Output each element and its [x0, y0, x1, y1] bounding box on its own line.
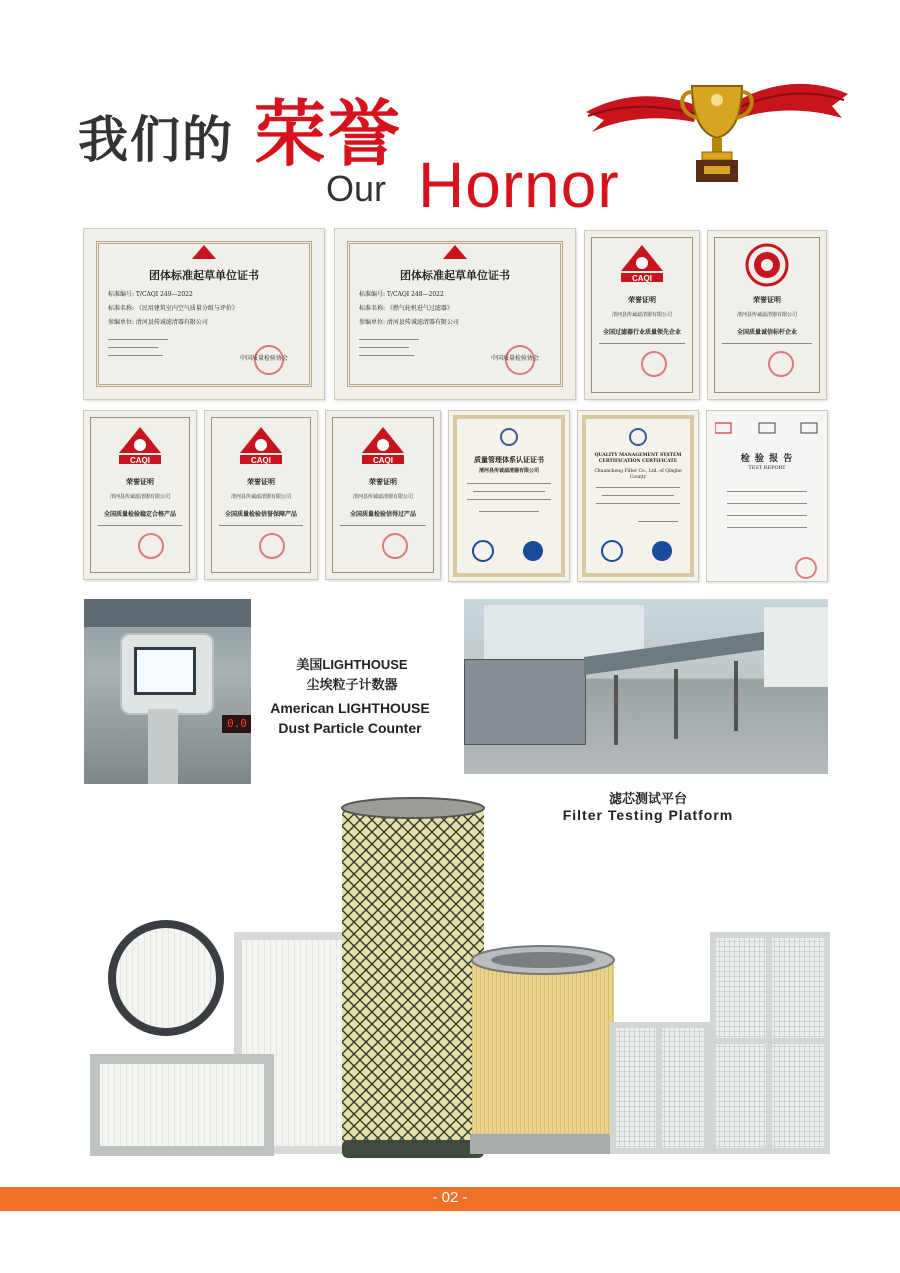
cert3-seal: [641, 351, 667, 377]
cert-emblem-icon: [499, 427, 519, 447]
lighthouse-caption-cn2: 尘埃粒子计数器: [306, 677, 398, 692]
cert3-heading: 荣誉证明: [628, 295, 656, 304]
certificate-iso-quality-cn: [448, 410, 570, 582]
caqi-small-logo-icon: [192, 245, 216, 261]
cert10-subtitle: TEST REPORT: [748, 465, 786, 471]
cert4-seal: [768, 351, 794, 377]
cert7-company: 清河县传诚滤清器有限公司: [352, 494, 413, 500]
panel-filter-flat: [90, 1054, 274, 1156]
certificate-quality-integrity: [707, 230, 827, 400]
cert1-org: 中国质量检验协会: [239, 355, 288, 362]
grid-panel-filter-tall: [710, 932, 830, 1154]
svg-text:CAQI: CAQI: [373, 456, 393, 465]
title-en-hornor: Hornor: [418, 149, 620, 221]
caqi-logo-icon: [617, 243, 667, 283]
cert4-company: 清河县传诚滤清器有限公司: [736, 312, 797, 318]
title-cn-prefix: 我们的: [78, 110, 234, 169]
cert4-heading: 荣誉证明: [753, 295, 781, 304]
trophy-icon: [586, 72, 848, 190]
platform-caption-cn: 滤芯测试平台: [608, 791, 687, 806]
test-report-logos-icon: [715, 421, 819, 435]
lighthouse-caption-en1: American LIGHTHOUSE: [270, 700, 430, 716]
cert3-award: 全国过滤器行业质量领先企业: [602, 329, 681, 336]
cert1-line1: 标准编号: T/CAQI 249—2022: [108, 291, 193, 298]
cert10-title: 检 验 报 告: [740, 454, 794, 464]
svg-text:CAQI: CAQI: [632, 274, 652, 283]
cert6-company: 清河县传诚滤清器有限公司: [230, 494, 291, 500]
title-en-our: Our: [326, 168, 387, 209]
cert-emblem-icon: [628, 427, 648, 447]
cert9-company: Chuancheng Filter Co., Ltd. of Qinghe County: [594, 469, 682, 480]
cert7-heading: 荣誉证明: [369, 477, 397, 486]
certificate-caqi-stable-product: [83, 410, 197, 580]
cert1-line2: 标准名称: 《民用建筑室内空气质量分级与评价》: [108, 305, 238, 312]
cert8-company: 清河县传诚滤清器有限公司: [478, 468, 539, 474]
cert5-heading: 荣誉证明: [126, 477, 154, 486]
accreditation-logos-icon: [467, 539, 551, 563]
cert1-line3: 参编单位: 清河县传诚滤清器有限公司: [108, 319, 208, 326]
svg-text:CAQI: CAQI: [251, 456, 271, 465]
integrity-logo-icon: [745, 243, 789, 287]
filter-testing-platform-photo: [464, 599, 828, 774]
counter-screen: [134, 647, 196, 695]
yellow-cartridge-filter: [470, 946, 616, 1154]
cert5-seal: [138, 533, 164, 559]
cert3-company: 清河县传诚滤清器有限公司: [611, 312, 672, 318]
cert6-award: 全国质量检验信誉保障产品: [224, 511, 297, 518]
cert2-title: 团体标准起草单位证书: [400, 269, 510, 282]
certificate-caqi-trusted-product: [204, 410, 318, 580]
cert10-seal: [795, 557, 817, 579]
cert9-title: QUALITY MANAGEMENT SYSTEM CERTIFICATION CERTIFICATE: [594, 453, 682, 464]
grid-panel-filter-small: [610, 1022, 710, 1154]
platform-caption-en: Filter Testing Platform: [562, 807, 734, 823]
svg-text:CAQI: CAQI: [130, 456, 150, 465]
caqi-logo-icon: [358, 425, 408, 465]
certificate-group-standard-1: [83, 228, 325, 400]
counter-led-display: 0.0: [222, 715, 251, 733]
page-number: - 02 -: [432, 1189, 468, 1206]
certificate-caqi-quality-leader: [584, 230, 700, 400]
lighthouse-caption-cn1: 美国LIGHTHOUSE: [296, 657, 408, 672]
filter-products-photo: [84, 796, 836, 1168]
caqi-small-logo-icon: [443, 245, 467, 261]
cert1-title: 团体标准起草单位证书: [149, 269, 259, 282]
caqi-logo-icon: [115, 425, 165, 465]
cylindrical-air-filter: [342, 798, 484, 1158]
test-report: [706, 410, 828, 582]
round-hepa-filter: [108, 920, 224, 1036]
caqi-logo-icon: [236, 425, 286, 465]
accreditation-logos-icon: [596, 539, 680, 563]
lighthouse-counter-photo: [84, 599, 251, 784]
cert2-line1: 标准编号: T/CAQI 248—2022: [359, 291, 444, 298]
certificate-caqi-reliable-product: [325, 410, 441, 580]
cert2-line3: 参编单位: 清河县传诚滤清器有限公司: [359, 319, 459, 326]
lighthouse-caption-en2: Dust Particle Counter: [278, 720, 422, 736]
cert4-award: 全国质量诚信标杆企业: [736, 329, 797, 336]
cert6-seal: [259, 533, 285, 559]
cert2-line2: 标准名称: 《燃气轮机进气过滤器》: [359, 305, 453, 312]
cert5-award: 全国质量检验稳定合格产品: [103, 511, 176, 518]
certificate-group-standard-2: [334, 228, 576, 400]
cert2-org: 中国质量检验协会: [490, 355, 539, 362]
title-cn-highlight: 荣誉: [254, 91, 403, 176]
cert7-award: 全国质量检验信得过产品: [349, 511, 416, 518]
cert7-seal: [382, 533, 408, 559]
cert8-title: 质量管理体系认证证书: [474, 455, 544, 464]
certificate-iso-quality-en: [577, 410, 699, 582]
cert5-company: 清河县传诚滤清器有限公司: [109, 494, 170, 500]
cert6-heading: 荣誉证明: [247, 477, 275, 486]
